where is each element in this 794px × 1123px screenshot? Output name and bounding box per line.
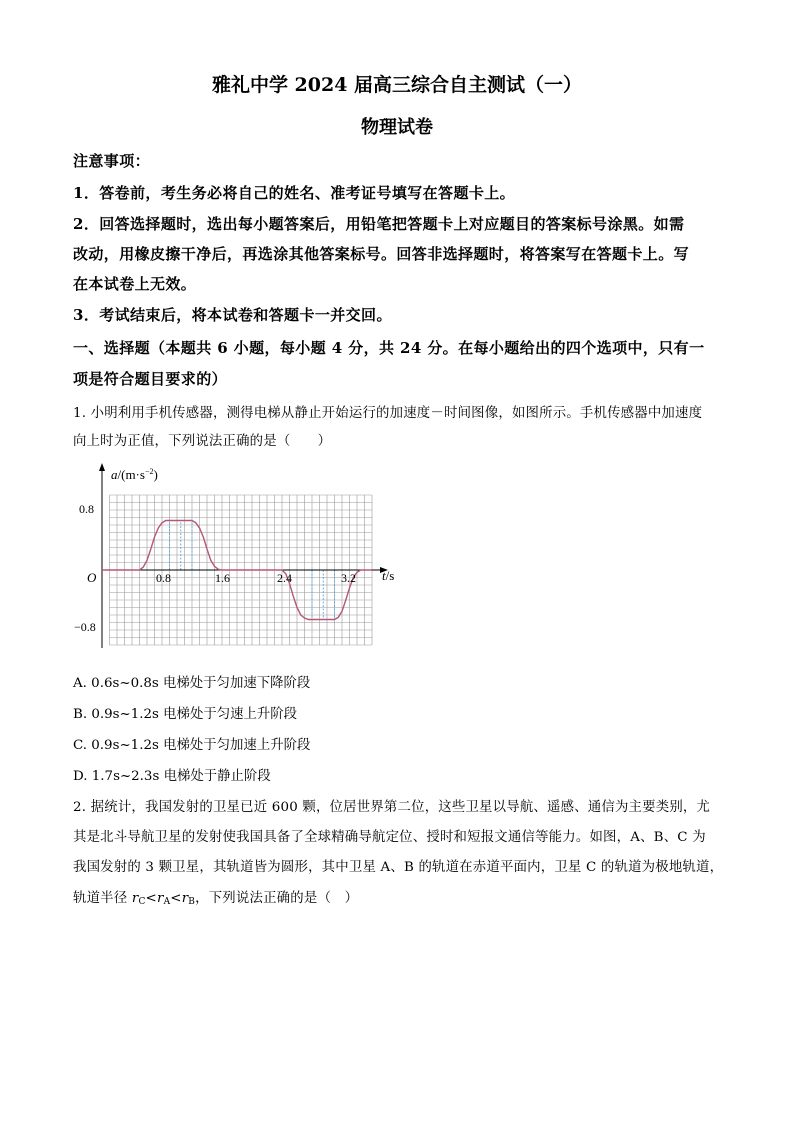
x-tick-label-2-4: 2.4 [277, 571, 292, 585]
q2-stem-line-4 [73, 887, 358, 907]
subscript-b: B [188, 897, 196, 907]
x-tick-label-0-8: 0.8 [156, 571, 171, 585]
y-tick-label-pos: 0.8 [79, 502, 94, 516]
y-tick-label-neg: −0.8 [74, 620, 96, 634]
y-axis-arrow [99, 463, 105, 471]
notes-heading: 注意事项： [73, 152, 151, 170]
notes-item-1: 1．答卷前，考生务必将自己的姓名、准考证号填写在答题卡上。 [73, 184, 516, 202]
subject-title: 物理试卷 [361, 117, 433, 138]
notes-item-3: 3．考试结束后，将本试卷和答题卡一并交回。 [73, 306, 392, 324]
notes-item-2-line-2: 改动，用橡皮擦干净后，再选涂其他答案标号。回答非选择题时，将答案写在答题卡上。写 [73, 245, 690, 263]
x-axis-label: t/s [382, 568, 395, 583]
section-1-heading-line-1: 一、选择题（本题共 6 小题，每小题 4 分，共 24 分。在每小题给出的四个选项中，只有一 [73, 339, 705, 357]
less-than-1: < [145, 891, 157, 906]
q1-option-b: B. 0.9s~1.2s 电梯处于匀速上升阶段 [73, 707, 298, 722]
q2-stem-line-3: 我国发射的 3 颗卫星，其轨道皆为圆形，其中卫星 A、B 的轨道在赤道平面内，卫星 C 的轨道为极地轨道， [73, 860, 724, 875]
q1-stem-line-2: 向上时为正值，下列说法正确的是（ ） [73, 434, 332, 449]
chart-axes [99, 463, 388, 648]
q1-option-a: A. 0.6s~0.8s 电梯处于匀加速下降阶段 [73, 676, 311, 691]
subscript-a: A [163, 897, 171, 907]
q1-option-c: C. 0.9s~1.2s 电梯处于匀加速上升阶段 [73, 738, 311, 753]
q1-option-d: D. 1.7s~2.3s 电梯处于静止阶段 [73, 769, 271, 784]
x-tick-label-3-2: 3.2 [341, 571, 356, 585]
notes-item-2-line-3: 在本试卷上无效。 [73, 275, 197, 293]
q2-line4-suffix: ，下列说法正确的是（ ） [195, 891, 359, 906]
origin-label: O [87, 570, 97, 585]
subscript-c: C [138, 897, 146, 907]
section-1-heading-line-2: 项是符合题目要求的） [73, 370, 228, 388]
exam-title: 雅礼中学 2024 届高三综合自主测试（一） [211, 74, 583, 96]
radius-symbol-a: r [156, 891, 164, 906]
q2-line4-prefix: 轨道半径 [73, 891, 132, 906]
x-tick-label-1-6: 1.6 [215, 571, 230, 585]
notes-item-2-line-1: 2．回答选择题时，选出每小题答案后，用铅笔把答题卡上对应题目的答案标号涂黑。如需 [73, 215, 685, 233]
y-axis-label: $a/(m\cdot s^{-2})$ [111, 467, 158, 482]
radius-symbol-b: r [181, 891, 189, 906]
less-than-2: < [170, 891, 182, 906]
q2-stem-line-2: 其是北斗导航卫星的发射使我国具备了全球精确导航定位、授时和短报文通信等能力。如图，A、B、C 为 [73, 830, 706, 845]
q2-stem-line-1: 2. 据统计，我国发射的卫星已近 600 颗，位居世界第二位，这些卫星以导航、遥感、通信为主要类别，尤 [73, 800, 711, 815]
acceleration-time-chart [70, 458, 410, 658]
q1-stem-line-1: 1. 小明利用手机传感器，测得电梯从静止开始运行的加速度－时间图像，如图所示。手机传感器中加速度 [73, 406, 703, 421]
radius-symbol-c: r [131, 891, 139, 906]
